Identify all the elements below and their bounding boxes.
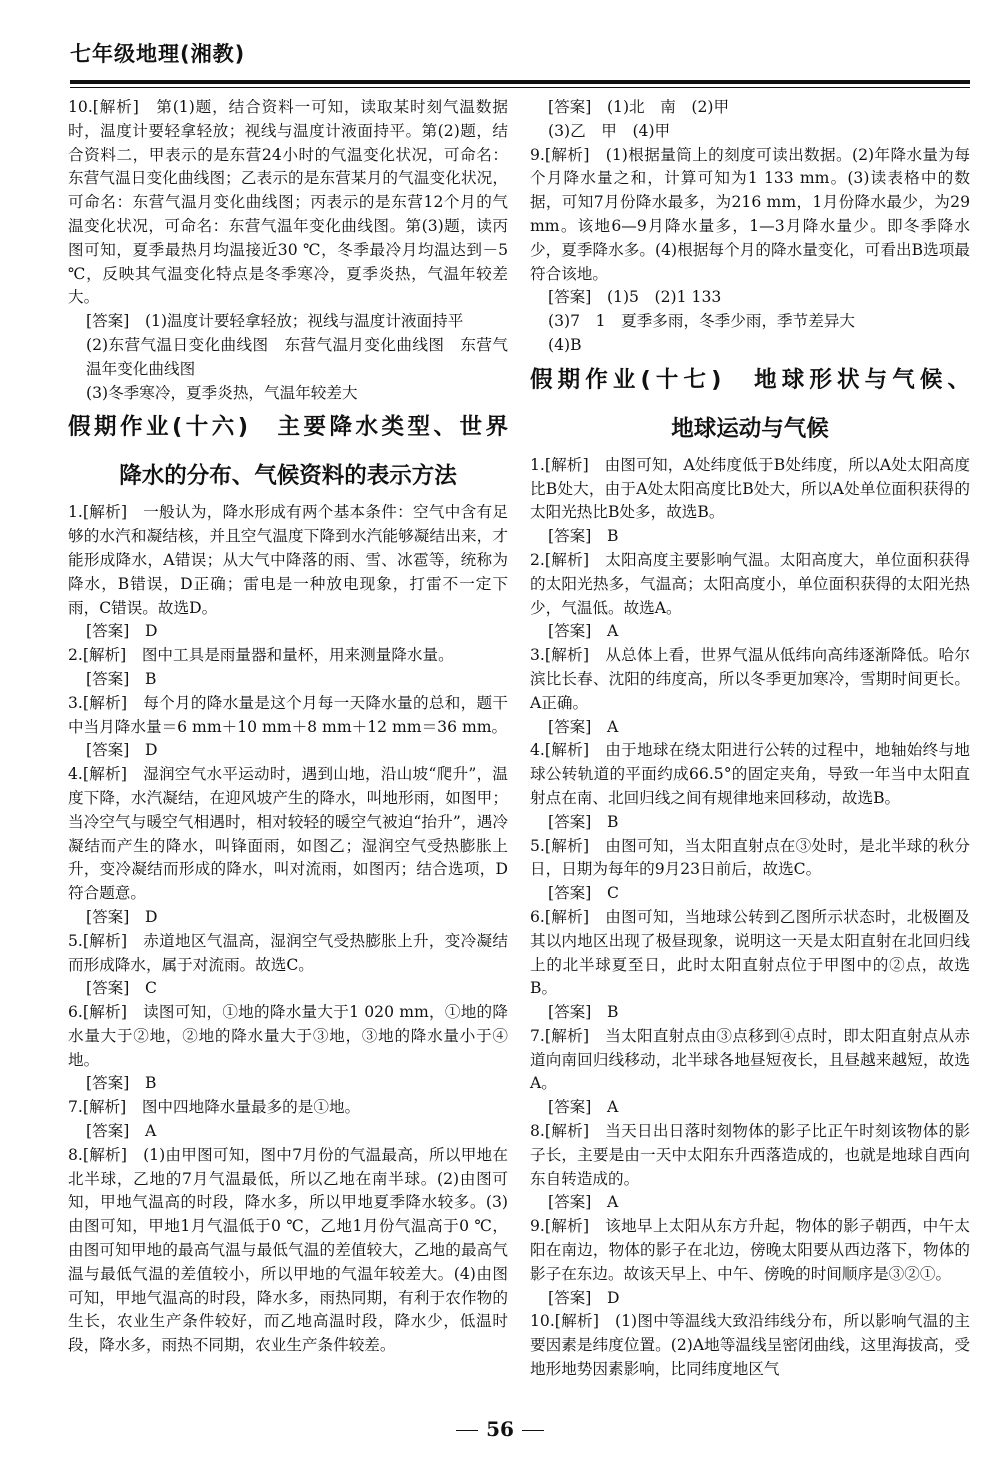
answer-17-3: [答案] A	[548, 717, 619, 736]
section-heading-16-line2: 降水的分布、气候资料的表示方法	[119, 463, 457, 490]
analysis-17-9: 9.[解析] 该地早上太阳从东方升起，物体的影子朝西，中午太阳在南边，物体的影子在北边，傍晚太阳要从西边落下，物体的影子在东边。故该天早上、中午、傍晚的时间顺序是③②①。	[530, 1217, 970, 1283]
analysis-17-1: 1.[解析] 由图可知，A处纬度低于B处纬度，所以A处太阳高度比B处大，由于A处太阳高度比B处大，所以A处单位面积获得的太阳光热比B处多，故选B。	[530, 455, 970, 522]
analysis-16-1: 1.[解析] 一般认为，降水形成有两个基本条件：空气中含有足够的水汽和凝结核，并且空气温度下降到水汽能够凝结出来，才能形成降水，A错误；从大气中降落的雨、雪、冰雹等，统称为降水，B错误，D正确；雷电是一种放电现象，打雷不一定下雨，C错误。故选D。	[68, 503, 508, 617]
answer-16-8-1: [答案] (1)北 南 (2)甲	[548, 98, 730, 116]
analysis-17-3: 3.[解析] 从总体上看，世界气温从低纬向高纬逐渐降低。哈尔滨比长春、沈阳的纬度高，所以冬季更加寒冷，雪期时间更长。A正确。	[530, 646, 970, 712]
section-heading-16-line1: 假期作业(十六) 主要降水类型、世界	[68, 414, 508, 441]
header-title: 七年级地理(湘教)	[70, 42, 246, 66]
analysis-17-10: 10.[解析] (1)图中等温线大致沿纬线分布，所以影响气温的主要因素是纬度位置。(2)A地等温线呈密闭曲线，这里海拔高，受地形地势因素影响，比同纬度地区气	[530, 1312, 970, 1379]
analysis-16-9: 9.[解析] (1)根据量筒上的刻度可读出数据。(2)年降水量为每个月降水量之和，计算可知为1 133 mm。(3)读表格中的数据，可知7月份降水最多，为216 mm，1月份降水最少，为29 mm。该地6—9月降水量多，1—3月降水量少。即冬季降水少，夏季降水多。(4)根据每个月的降水量变化，可看出B选项最符合该地。	[530, 145, 970, 283]
analysis-17-7: 7.[解析] 当太阳直射点由③点移到④点时，即太阳直射点从赤道向南回归线移动，北半球各地昼短夜长，且昼越来越短，故选A。	[530, 1026, 970, 1093]
analysis-17-6: 6.[解析] 由图可知，当地球公转到乙图所示状态时，北极圈及其以内地区出现了极昼现象，说明这一天是太阳直射在北回归线上的北半球夏至日，此时太阳直射点位于甲图中的②点，故选B。	[530, 907, 970, 998]
answer-17-2: [答案] A	[548, 622, 619, 641]
section-heading-17	[530, 366, 970, 444]
analysis-10: 10.[解析] 第(1)题，结合资料一可知，读取某时刻气温数据时，温度计要轻拿轻放；视线与温度计液面持平。第(2)题，结合资料二，甲表示的是东营24小时的气温变化状况，可命名：东营气温日变化曲线图；乙表示的是东营某月的气温变化状况，可命名：东营气温月变化曲线图；丙表示的是东营12个月的气温变化状况，可命名：东营气温年变化曲线图。第(3)题，读丙图可知，夏季最热月均温接近30 ℃，冬季最冷月均温达到－5 ℃，反映其气温变化特点是冬季寒冷，夏季炎热，气温年较差大。	[68, 98, 508, 307]
answer-16-6: [答案] B	[86, 1074, 157, 1093]
analysis-16-2: 2.[解析] 图中工具是雨量器和量杯，用来测量降水量。	[68, 646, 454, 665]
analysis-16-4: 4.[解析] 湿润空气水平运动时，遇到山地，沿山坡“爬升”，温度下降，水汽凝结，在迎风坡产生的降水，叫地形雨，如图甲；当冷空气与暖空气相遇时，相对较轻的暖空气被迫“抬升”，遇冷凝结而产生的降水，叫锋面雨，如图乙；湿润空气受热膨胀上升，变冷凝结而形成的降水，叫对流雨，如图丙；结合选项，D符合题意。	[68, 765, 508, 903]
answer-17-8: [答案] A	[548, 1193, 619, 1212]
answer-16-9-3: (4)B	[548, 335, 582, 354]
answer-10-2: (2)东营气温日变化曲线图 东营气温月变化曲线图 东营气温年变化曲线图	[86, 335, 508, 378]
section-heading-16	[68, 413, 508, 491]
answer-16-4: [答案] D	[86, 907, 158, 926]
analysis-17-2: 2.[解析] 太阳高度主要影响气温。太阳高度大，单位面积获得的太阳光热多，气温高；太阳高度小，单位面积获得的太阳光热少，气温低。故选A。	[530, 550, 970, 617]
answer-17-6: [答案] B	[548, 1003, 619, 1022]
answer-17-7: [答案] A	[548, 1098, 619, 1117]
answer-17-9: [答案] D	[548, 1288, 620, 1307]
answer-16-5: [答案] C	[86, 979, 157, 998]
analysis-16-3: 3.[解析] 每个月的降水量是这个月每一天降水量的总和，题干中当月降水量＝6 mm＋10 mm＋8 mm＋12 mm＝36 mm。	[68, 693, 508, 736]
analysis-16-7: 7.[解析] 图中四地降水量最多的是①地。	[68, 1098, 361, 1117]
analysis-17-5: 5.[解析] 由图可知，当太阳直射点在③处时，是北半球的秋分日，日期为每年的9月23日前后，故选C。	[530, 836, 970, 879]
answer-16-1: [答案] D	[86, 622, 158, 641]
analysis-16-8: 8.[解析] (1)由甲图可知，图中7月份的气温最高，所以甲地在北半球，乙地的7月气温最低，所以乙地在南半球。(2)由图可知，甲地气温高的时段，降水多，所以甲地夏季降水较多。(3)由图可知，甲地1月气温低于0 ℃，乙地1月份气温高于0 ℃，由图可知甲地的最高气温与最低气温的差值较大，乙地的最高气温与最低气温的差值较小，所以甲地的气温年较差大。(4)由图可知，甲地气温高的时段，降水多，雨热同期，有利于农作物的生长，农业生产条件较好，而乙地高温时段，降水少，低温时段，降水多，雨热不同期，农业生产条件较差。	[68, 1145, 508, 1355]
header-rule-thick	[70, 80, 970, 84]
header-rule-thin	[70, 87, 970, 88]
answer-16-3: [答案] D	[86, 741, 158, 760]
answer-16-8-2: (3)乙 甲 (4)甲	[548, 121, 671, 140]
answer-16-9-2: (3)7 1 夏季多雨，冬季少雨，季节差异大	[548, 312, 856, 331]
answer-16-9-1: [答案] (1)5 (2)1 133	[548, 288, 722, 307]
answer-10-3: (3)冬季寒冷，夏季炎热，气温年较差大	[86, 383, 358, 402]
page-number-dash-left	[456, 1430, 478, 1431]
left-column	[68, 96, 508, 1358]
page-number-dash-right	[522, 1430, 544, 1431]
section-heading-17-line1: 假期作业(十七) 地球形状与气候、	[530, 366, 970, 393]
answer-16-7: [答案] A	[86, 1122, 157, 1141]
answer-10-1: [答案] (1)温度计要轻拿轻放；视线与温度计液面持平	[86, 312, 464, 331]
answer-16-2: [答案] B	[86, 669, 157, 688]
right-column	[530, 96, 970, 1382]
analysis-17-4: 4.[解析] 由于地球在绕太阳进行公转的过程中，地轴始终与地球公转轨道的平面约成66.5°的固定夹角，导致一年当中太阳直射点在南、北回归线之间有规律地来回移动，故选B。	[530, 741, 970, 807]
analysis-16-5: 5.[解析] 赤道地区气温高，湿润空气受热膨胀上升，变冷凝结而形成降水，属于对流雨。故选C。	[68, 931, 508, 974]
answer-17-5: [答案] C	[548, 884, 619, 903]
answer-17-1: [答案] B	[548, 527, 619, 546]
section-heading-17-line2: 地球运动与气候	[671, 415, 829, 442]
answer-17-4: [答案] B	[548, 812, 619, 831]
analysis-17-8: 8.[解析] 当天日出日落时刻物体的影子比正午时刻该物体的影子长，主要是由一天中太阳东升西落造成的，也就是地球自西向东自转造成的。	[530, 1122, 970, 1188]
page-number-text: 56	[486, 1417, 514, 1441]
page-number	[440, 1417, 560, 1441]
analysis-16-6: 6.[解析] 读图可知，①地的降水量大于1 020 mm，①地的降水量大于②地，②地的降水量大于③地，③地的降水量小于④地。	[68, 1003, 508, 1069]
page-header	[70, 38, 970, 68]
